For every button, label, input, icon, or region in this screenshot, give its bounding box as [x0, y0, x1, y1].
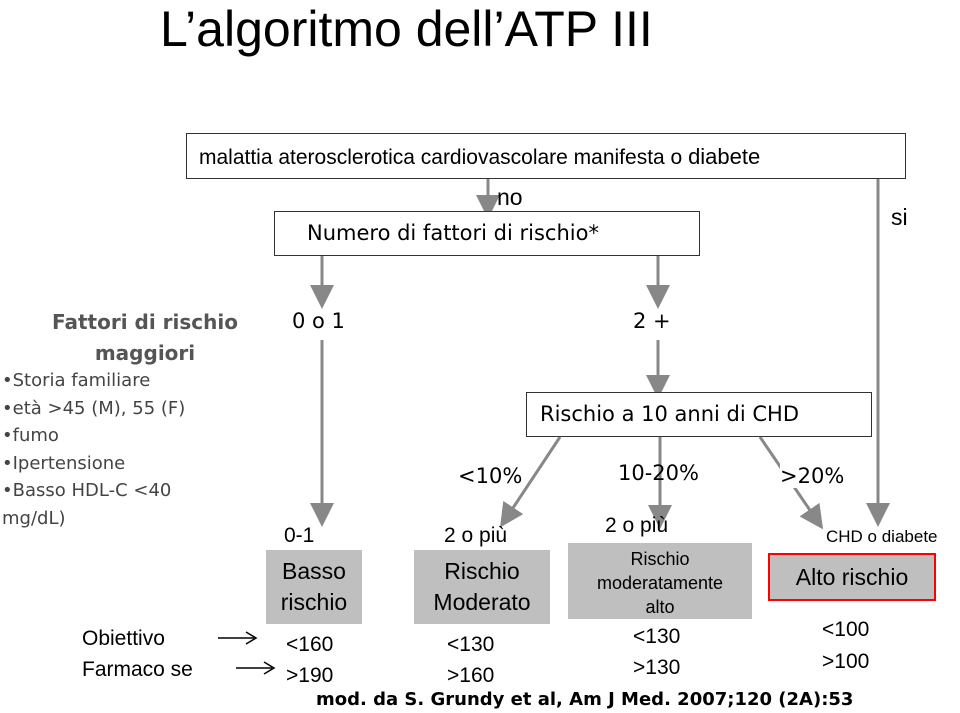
- risk-factor-item: •Storia familiare: [2, 370, 151, 391]
- modalto-line-3: alto: [645, 597, 675, 617]
- count-2-piu-b: 2 o più: [605, 514, 669, 537]
- risk-factors-heading-1: Fattori di rischio: [52, 310, 238, 334]
- page-title: L’algoritmo dell’ATP III: [160, 1, 653, 57]
- drug-value-moderato: >160: [447, 664, 495, 687]
- basso-line-2: rischio: [280, 589, 348, 615]
- moderato-line-1: Rischio: [444, 558, 520, 584]
- branch-left-label: 0 o 1: [292, 309, 345, 333]
- count-chd-diabete: CHD o diabete: [826, 527, 938, 546]
- risk-factors-list: [2, 367, 185, 532]
- risk-factor-item: •fumo: [2, 425, 59, 446]
- rischio-moderatamente-alto-box: [568, 543, 752, 619]
- drug-value-alto: >100: [822, 650, 870, 673]
- risk-factor-item: •Basso HDL-C <40: [2, 480, 172, 501]
- count-box-text: Numero di fattori di rischio*: [307, 221, 599, 245]
- obj-value-alto: <100: [822, 618, 870, 641]
- obj-value-moderato: <130: [447, 633, 495, 656]
- obj-value-modalto: <130: [633, 625, 681, 648]
- risk-factors-heading: [0, 307, 290, 369]
- pct-mid: 10-20%: [618, 461, 699, 485]
- risk-factor-tail: mg/dL): [2, 507, 66, 529]
- count-0-1: 0-1: [284, 524, 315, 547]
- count-2-piu-a: 2 o più: [444, 524, 508, 547]
- branch-right-label: 2 +: [633, 309, 671, 333]
- modalto-line-2: moderatamente: [596, 573, 724, 593]
- moderato-line-2: Moderato: [433, 589, 531, 615]
- top-box-diabete: diabete: [688, 144, 761, 169]
- risk-factor-item: •Ipertensione: [2, 452, 126, 474]
- basso-line-1: Basso: [282, 558, 346, 584]
- drug-value-modalto: >130: [633, 656, 681, 679]
- si-label: si: [891, 204, 908, 230]
- alto-rischio-box: [768, 553, 936, 601]
- pct-low: <10%: [458, 464, 523, 488]
- risk-factor-item: •età >45 (M), 55 (F): [2, 397, 186, 419]
- no-label: no: [497, 184, 523, 210]
- farmaco-label: Farmaco se: [82, 658, 193, 681]
- obiettivo-label: Obiettivo: [82, 627, 165, 650]
- modalto-line-1: Rischio: [630, 549, 690, 569]
- ten-year-risk-text: Rischio a 10 anni di CHD: [540, 402, 799, 426]
- count-box: [274, 211, 700, 256]
- pct-high: >20%: [780, 464, 845, 488]
- obj-value-basso: <160: [286, 633, 334, 656]
- basso-rischio-box: [266, 550, 362, 624]
- top-box-text: malattia aterosclerotica cardiovascolare manifesta o: [199, 146, 689, 169]
- rischio-moderato-box: [414, 550, 550, 624]
- drug-value-basso: >190: [286, 664, 334, 687]
- source-citation: mod. da S. Grundy et al, Am J Med. 2007;120 (2A):53: [316, 689, 854, 710]
- risk-factors-heading-2: maggiori: [94, 341, 196, 365]
- alto-rischio-text: Alto rischio: [795, 564, 909, 590]
- top-condition-box: [186, 133, 906, 179]
- ten-year-risk-box: [526, 392, 872, 437]
